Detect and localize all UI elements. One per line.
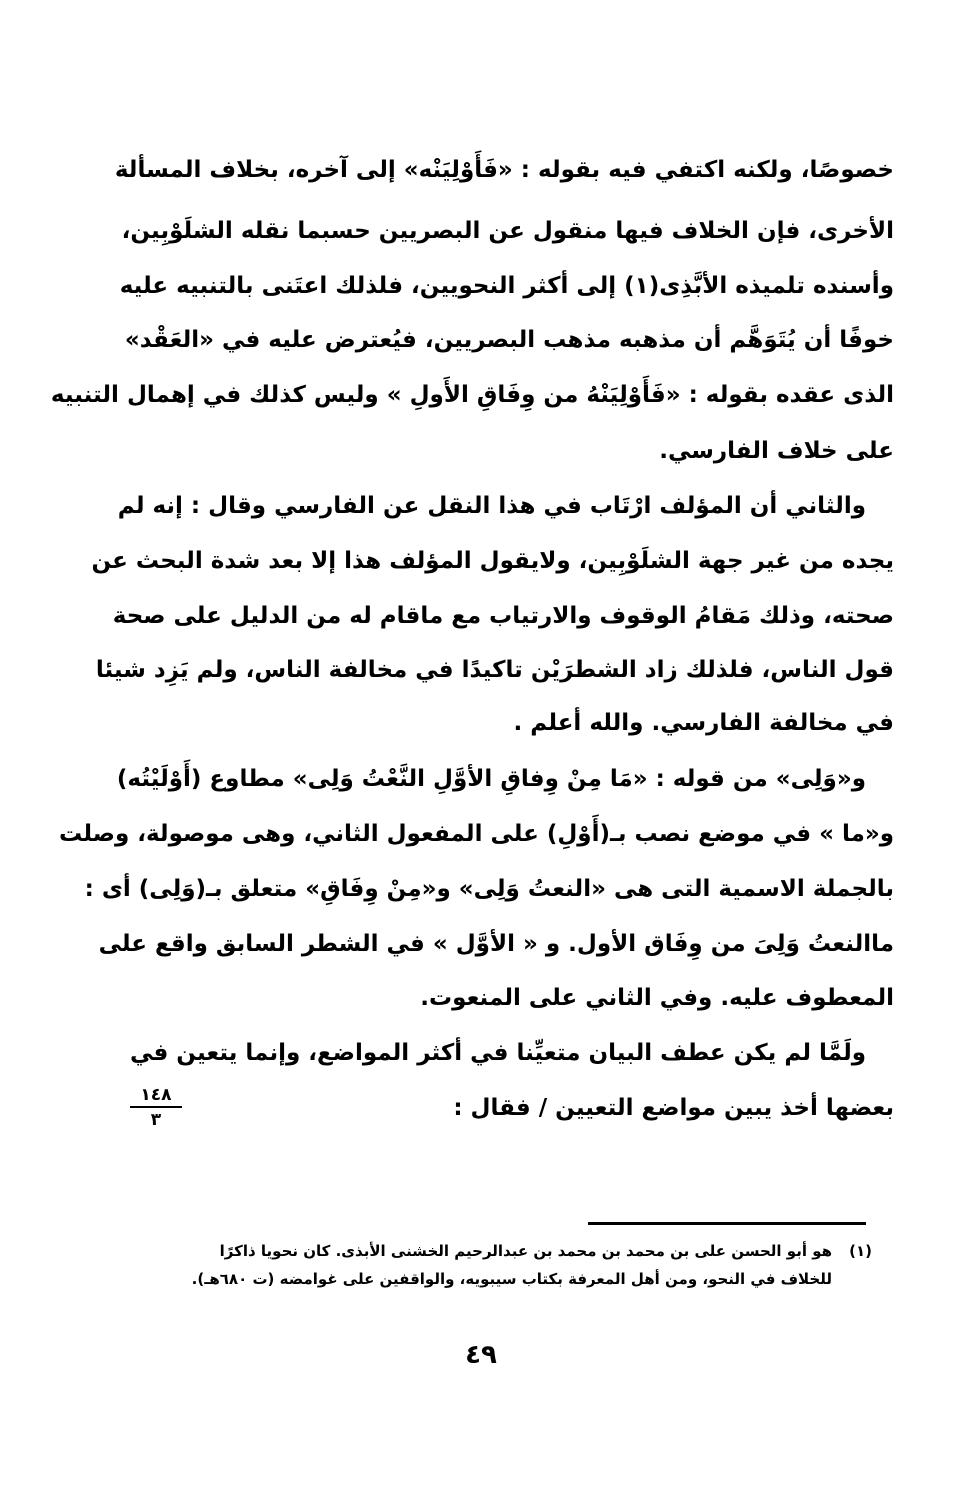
footnote-text-2: للخلاف في النحو، ومن أهل المعرفة بكتاب سيبويه، والواقفين على غوامضه (ت ٦٨٠هـ). (191, 1270, 832, 1288)
page-number: ٤٩ (465, 1340, 497, 1370)
footnote-line-1 (200, 1238, 872, 1264)
footnote-line-2 (191, 1266, 872, 1292)
text-line-13: و«ما » في موضع نصب بـ(أَوْلِ) على المفعول الثاني، وهى موصولة، وصلت (58, 821, 894, 847)
text-line-15: ماالنعتُ وَلِىَ من وِفَاق الأول. و « الأوَّل » في الشطر السابق واقع على (98, 931, 894, 957)
text-line-10: قول الناس، فلذلك زاد الشطرَيْن تاكيدًا في مخالفة الناس، ولم يَزِد شيئا (95, 657, 894, 683)
text-line-11: في مخالفة الفارسي. والله أعلم . (513, 710, 894, 736)
text-line-17: ولَمَّا لم يكن عطف البيان متعيِّنا في أكثر المواضع، وإنما يتعين في (129, 1040, 866, 1066)
margin-reference-bottom: ٣ (150, 1110, 162, 1130)
text-line-18: بعضها أخذ يبين مواضع التعيين / فقال : (453, 1095, 894, 1121)
margin-reference-rule (130, 1106, 182, 1108)
margin-page-reference (130, 1085, 182, 1130)
text-line-8: يجده من غير جهة الشلَوْبِين، ولايقول المؤلف هذا إلا بعد شدة البحث عن (91, 548, 894, 574)
text-line-4: خوفًا أن يُتَوَهَّم أن مذهبه مذهب البصريين، فيُعترض عليه في «العَقْد» (124, 327, 894, 353)
text-line-16: المعطوف عليه. وفي الثاني على المنعوت. (420, 985, 894, 1011)
text-line-7: والثاني أن المؤلف ارْتَاب في هذا النقل عن الفارسي وقال : إنه لم (117, 493, 866, 519)
margin-reference-top: ١٤٨ (140, 1085, 172, 1105)
text-line-1: خصوصًا، ولكنه اكتفي فيه بقوله : «فَأَوْلِيَنْه» إلى آخره، بخلاف المسألة (114, 157, 894, 183)
text-line-14: بالجملة الاسمية التى هى «النعتُ وَلِى» و«مِنْ وِفَاقِ» متعلق بـ(وَلِى) أى : (84, 876, 894, 902)
footnote-mark: (١) (849, 1242, 872, 1260)
text-line-9: صحته، وذلك مَقامُ الوقوف والارتياب مع ماقام له من الدليل على صحة (112, 603, 894, 629)
footnote-separator (588, 1222, 866, 1225)
text-line-5: الذى عقده بقوله : «فَأَوْلِيَنْهُ من وِفَاقِ الأَولِ » وليس كذلك في إهمال التنبيه (50, 382, 894, 408)
text-line-12: و«وَلِى» من قوله : «مَا مِنْ وِفاقِ الأوَّلِ النَّعْتُ وَلِى» مطاوع (أَوْلَيْتُه) (116, 766, 866, 792)
text-line-6: على خلاف الفارسي. (659, 438, 894, 464)
footnote-text-1: هو أبو الحسن على بن محمد بن محمد بن عبدالرحيم الخشنى الأبذى. كان نحويا ذاكرًا (219, 1242, 832, 1260)
text-line-2: الأخرى، فإن الخلاف فيها منقول عن البصريين حسبما نقله الشلَوْبِين، (121, 218, 894, 244)
text-line-3: وأسنده تلميذه الأبَّذِى(١) إلى أكثر النحويين، فلذلك اعتَنى بالتنبيه عليه (119, 273, 894, 299)
